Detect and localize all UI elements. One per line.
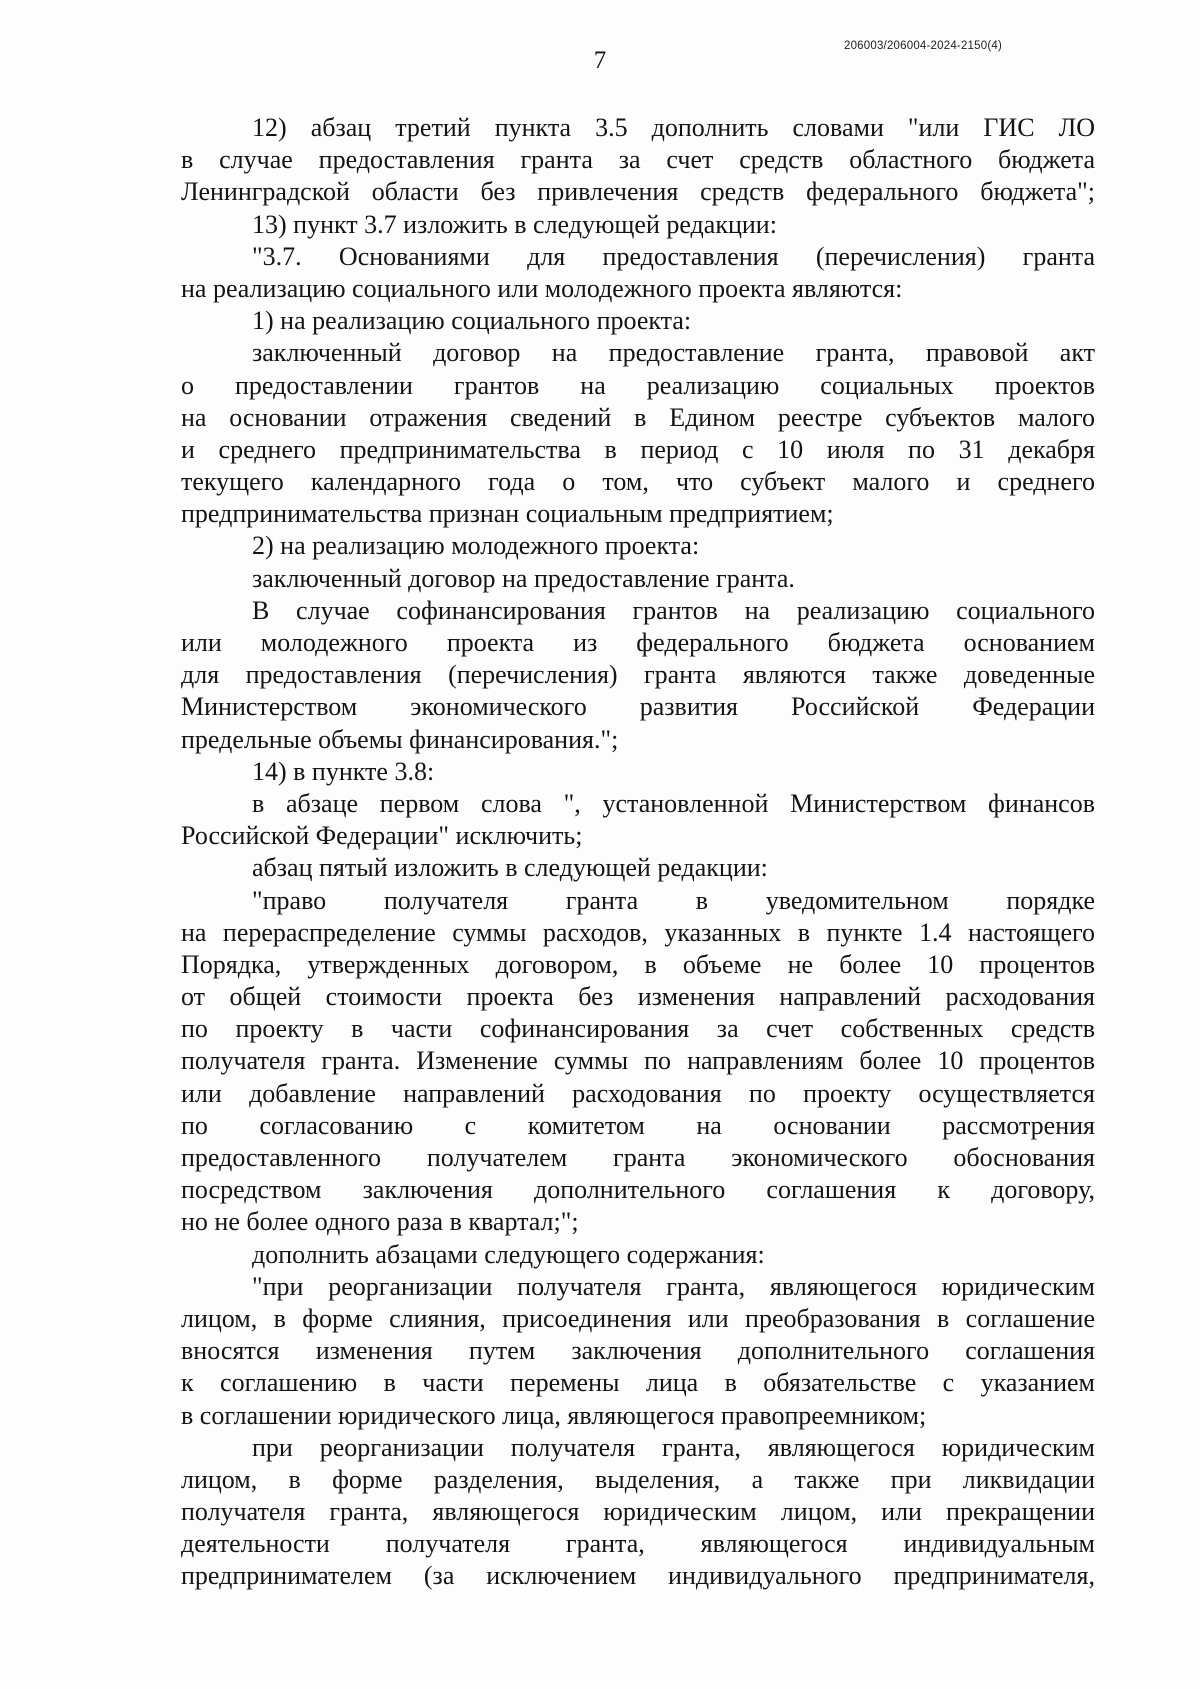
text-line: дополнить абзацами следующего содержания: [252,1239,765,1269]
text-line: но не более одного раза в квартал;"; [181,1207,579,1237]
text-line: Российской Федерации" исключить; [181,821,583,851]
text-line: получателя гранта, являющегося юридическим лицом, или прекращении [181,1497,1095,1527]
text-line: о предоставлении грантов на реализацию социальных проектов [181,370,1095,400]
text-line: посредством заключения дополнительного соглашения к договору, [181,1175,1095,1205]
text-line: заключенный договор на предоставление гранта. [252,563,795,593]
document-registration-number: 206003/206004-2024-2150(4) [843,40,1002,52]
text-line: к соглашению в части перемены лица в обязательстве с указанием [181,1368,1095,1398]
text-line: деятельности получателя гранта, являющегося индивидуальным [181,1529,1095,1559]
text-line: от общей стоимости проекта без изменения направлений расходования [181,982,1095,1012]
text-line: на реализацию социального или молодежного проекта являются: [181,273,903,303]
text-line: для предоставления (перечисления) гранта являются также доведенные [181,660,1095,690]
text-line: при реорганизации получателя гранта, являющегося юридическим [252,1432,1095,1462]
text-line: заключенный договор на предоставление гранта, правовой акт [252,338,1095,368]
text-line: предпринимательства признан социальным предприятием; [181,499,834,529]
text-line: в соглашении юридического лица, являющегося правопреемником; [181,1400,927,1430]
text-line: получателя гранта. Изменение суммы по направлениям более 10 процентов [181,1046,1095,1076]
text-line: 2) на реализацию молодежного проекта: [252,531,700,561]
text-line: абзац пятый изложить в следующей редакции: [252,853,768,883]
text-line: на перераспределение суммы расходов, указанных в пункте 1.4 настоящего [181,917,1095,947]
text-line: 13) пункт 3.7 изложить в следующей редакции: [252,209,777,239]
text-line: лицом, в форме слияния, присоединения или преобразования в соглашение [181,1303,1095,1333]
text-line: в абзаце первом слова ", установленной Министерством финансов [252,788,1095,818]
text-line: предпринимателем (за исключением индивидуального предпринимателя, [181,1561,1095,1591]
text-line: "3.7. Основаниями для предоставления (перечисления) гранта [252,241,1095,271]
text-line: предельные объемы финансирования."; [181,724,619,754]
text-line: на основании отражения сведений в Едином реестре субъектов малого [181,402,1095,432]
text-line: В случае софинансирования грантов на реализацию социального [252,595,1095,625]
text-line: 1) на реализацию социального проекта: [252,306,692,336]
text-line: в случае предоставления гранта за счет средств областного бюджета [181,145,1095,175]
text-line: "при реорганизации получателя гранта, являющегося юридическим [252,1271,1095,1301]
text-line: предоставленного получателем гранта экономического обоснования [181,1143,1095,1172]
document-body [181,112,1095,1593]
text-line: 12) абзац третий пункта 3.5 дополнить словами "или ГИС ЛО [252,113,1095,142]
text-line: и среднего предпринимательства в период с 10 июля по 31 декабря [181,434,1095,464]
text-line: лицом, в форме разделения, выделения, а также при ликвидации [181,1464,1095,1494]
text-line: Порядка, утвержденных договором, в объеме не более 10 процентов [181,949,1095,979]
text-line: текущего календарного года о том, что субъект малого и среднего [181,467,1095,497]
text-line: вносятся изменения путем заключения дополнительного соглашения [181,1336,1095,1366]
text-line: или молодежного проекта из федерального бюджета основанием [181,628,1095,657]
text-line: или добавление направлений расходования по проекту осуществляется [181,1078,1095,1108]
text-line: 14) в пункте 3.8: [252,756,435,786]
text-line: "право получателя гранта в уведомительном порядке [252,885,1095,915]
text-line: по проекту в части софинансирования за счет собственных средств [181,1014,1095,1044]
text-line: Ленинградской области без привлечения средств федерального бюджета"; [181,177,1095,207]
text-line: по согласованию с комитетом на основании рассмотрения [181,1110,1095,1140]
text-line: Министерством экономического развития Российской Федерации [181,692,1095,722]
page-number: 7 [593,47,607,74]
